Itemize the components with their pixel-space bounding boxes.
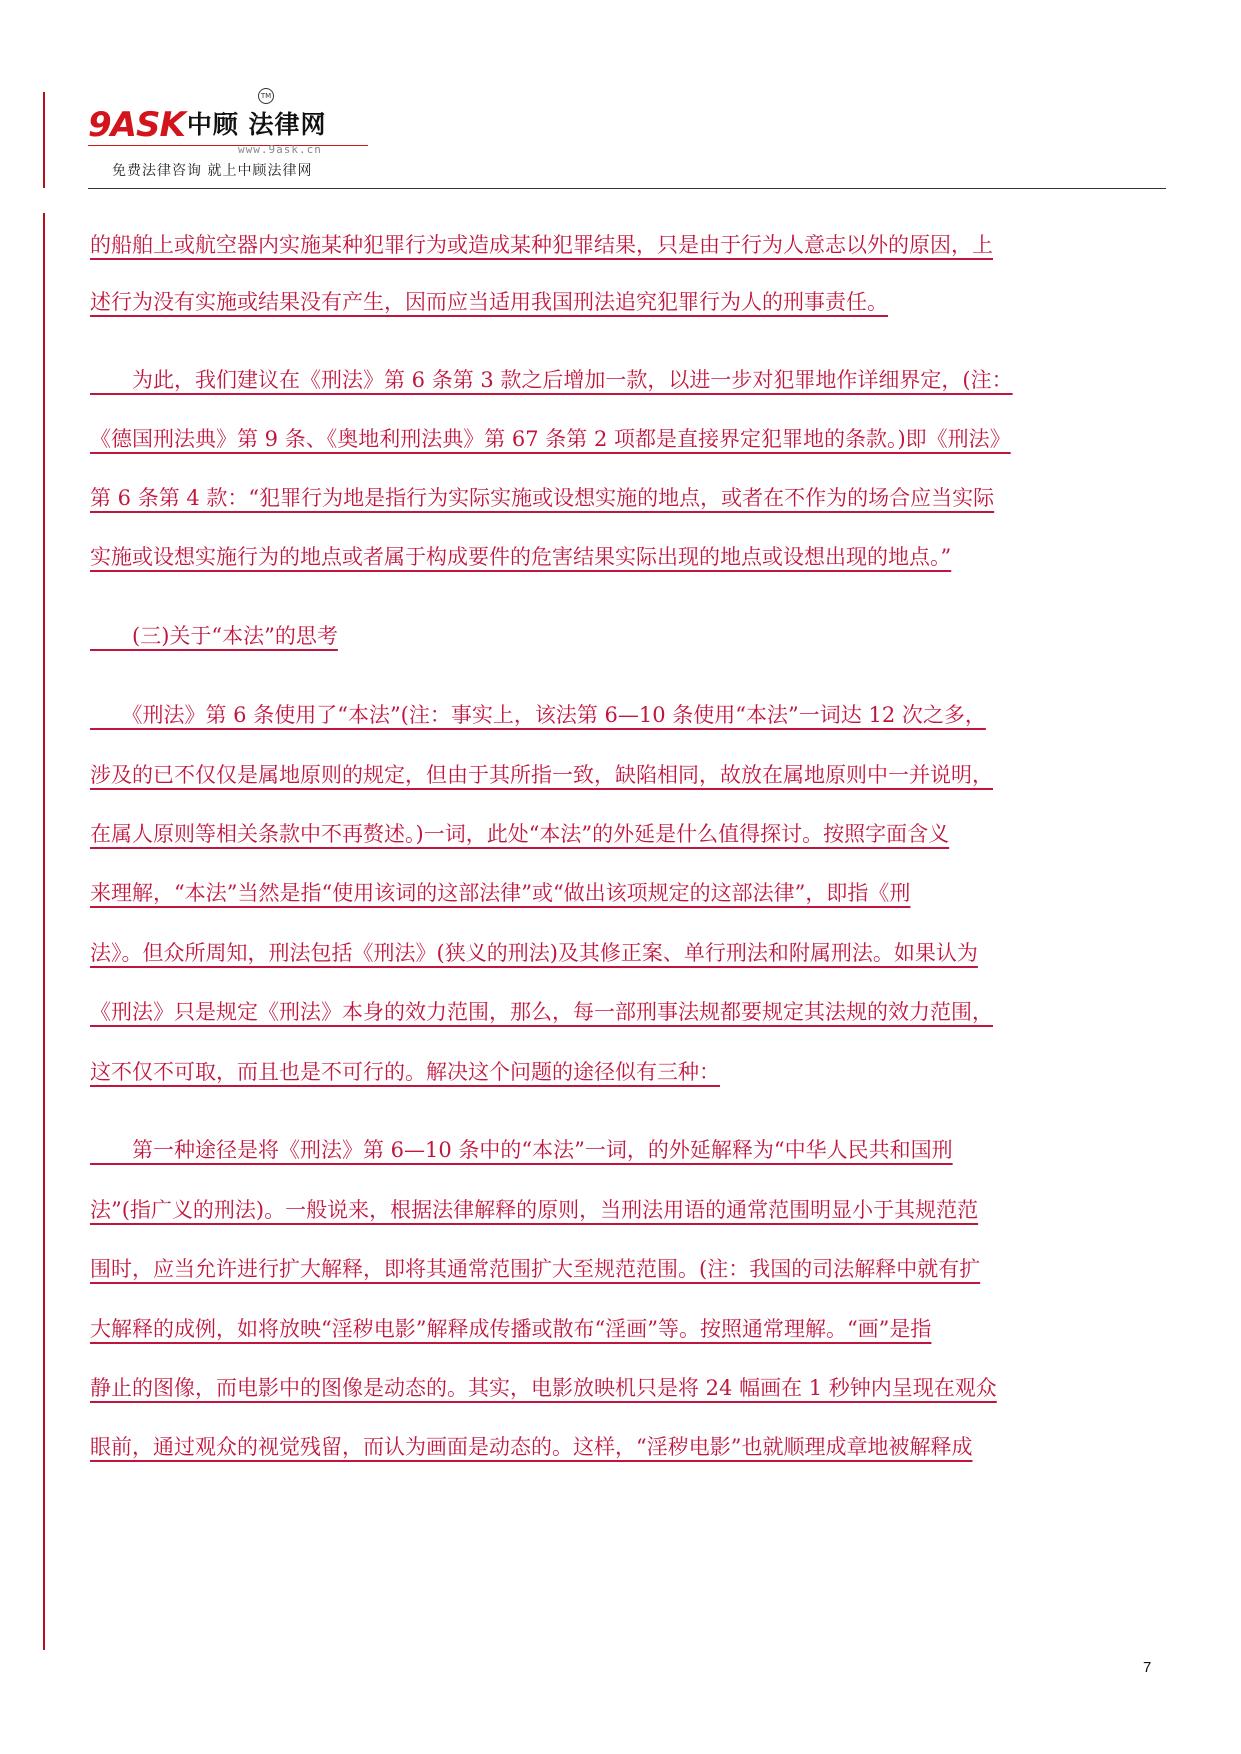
logo-underline bbox=[88, 145, 368, 146]
trademark-icon: TM bbox=[258, 88, 274, 104]
logo-url: www.9ask.cn bbox=[238, 143, 322, 156]
text-line: 的船舶上或航空器内实施某种犯罪行为或造成某种犯罪结果，只是由于行为人意志以外的原因，上 bbox=[90, 233, 993, 257]
text-line: 《刑法》第 6 条使用了“本法”(注：事实上，该法第 6—10 条使用“本法”一词达 12 次之多， bbox=[90, 703, 986, 727]
text-line: 第一种途径是将《刑法》第 6—10 条中的“本法”一词，的外延解释为“中华人民共和国刑 bbox=[90, 1138, 953, 1162]
margin-line-main bbox=[43, 213, 45, 1650]
section-heading: (三)关于“本法”的思考 bbox=[90, 624, 338, 648]
text-line: 眼前，通过观众的视觉残留，而认为画面是动态的。这样，“淫秽电影”也就顺理成章地被解释成 bbox=[90, 1435, 973, 1459]
page-number: 7 bbox=[1143, 1659, 1152, 1676]
text-line: 第 6 条第 4 款：“犯罪行为地是指行为实际实施或设想实施的地点，或者在不作为的场合应当实际 bbox=[90, 486, 995, 510]
text-line: 法”(指广义的刑法)。一般说来，根据法律解释的原则，当刑法用语的通常范围明显小于其规范范 bbox=[90, 1198, 979, 1222]
text-line: 围时，应当允许进行扩大解释，即将其通常范围扩大至规范范围。(注：我国的司法解释中就有扩 bbox=[90, 1257, 981, 1281]
text-line: 实施或设想实施行为的地点或者属于构成要件的危害结果实际出现的地点或设想出现的地点。” bbox=[90, 545, 952, 569]
logo-brand: 9ASK bbox=[88, 105, 185, 145]
header-divider bbox=[88, 188, 1166, 189]
page-header bbox=[88, 88, 388, 184]
text-line: 法》。但众所周知，刑法包括《刑法》(狭义的刑法)及其修正案、单行刑法和附属刑法。如果认为 bbox=[90, 941, 978, 965]
logo-name: 中顾 法律网 bbox=[186, 110, 327, 139]
site-logo[interactable] bbox=[88, 102, 327, 145]
text-line: 静止的图像，而电影中的图像是动态的。其实，电影放映机只是将 24 幅画在 1 秒钟内呈现在观众 bbox=[90, 1376, 997, 1400]
text-line: 这不仅不可取，而且也是不可行的。解决这个问题的途径似有三种： bbox=[90, 1060, 720, 1084]
text-line: 《刑法》只是规定《刑法》本身的效力范围，那么，每一部刑事法规都要规定其法规的效力范围， bbox=[90, 1000, 993, 1024]
text-line: 述行为没有实施或结果没有产生，因而应当适用我国刑法追究犯罪行为人的刑事责任。 bbox=[90, 290, 888, 314]
text-line: 为此，我们建议在《刑法》第 6 条第 3 款之后增加一款，以进一步对犯罪地作详细界定，(注： bbox=[90, 368, 1013, 392]
logo-tagline: 免费法律咨询 就上中顾法律网 bbox=[112, 163, 313, 179]
text-line: 涉及的已不仅仅是属地原则的规定，但由于其所指一致，缺陷相同，故放在属地原则中一并说明， bbox=[90, 763, 993, 787]
text-line: 大解释的成例，如将放映“淫秽电影”解释成传播或散布“淫画”等。按照通常理解。“画”是指 bbox=[90, 1317, 932, 1341]
text-line: 来理解，“本法”当然是指“使用该词的这部法律”或“做出该项规定的这部法律”，即指《刑 bbox=[90, 881, 911, 905]
text-line: 在属人原则等相关条款中不再赘述。)一词，此处“本法”的外延是什么值得探讨。按照字面含义 bbox=[90, 822, 950, 846]
margin-line-top bbox=[43, 92, 45, 188]
text-line: 《德国刑法典》第 9 条、《奥地利刑法典》第 67 条第 2 项都是直接界定犯罪地的条款。)即《刑法》 bbox=[90, 427, 1011, 451]
